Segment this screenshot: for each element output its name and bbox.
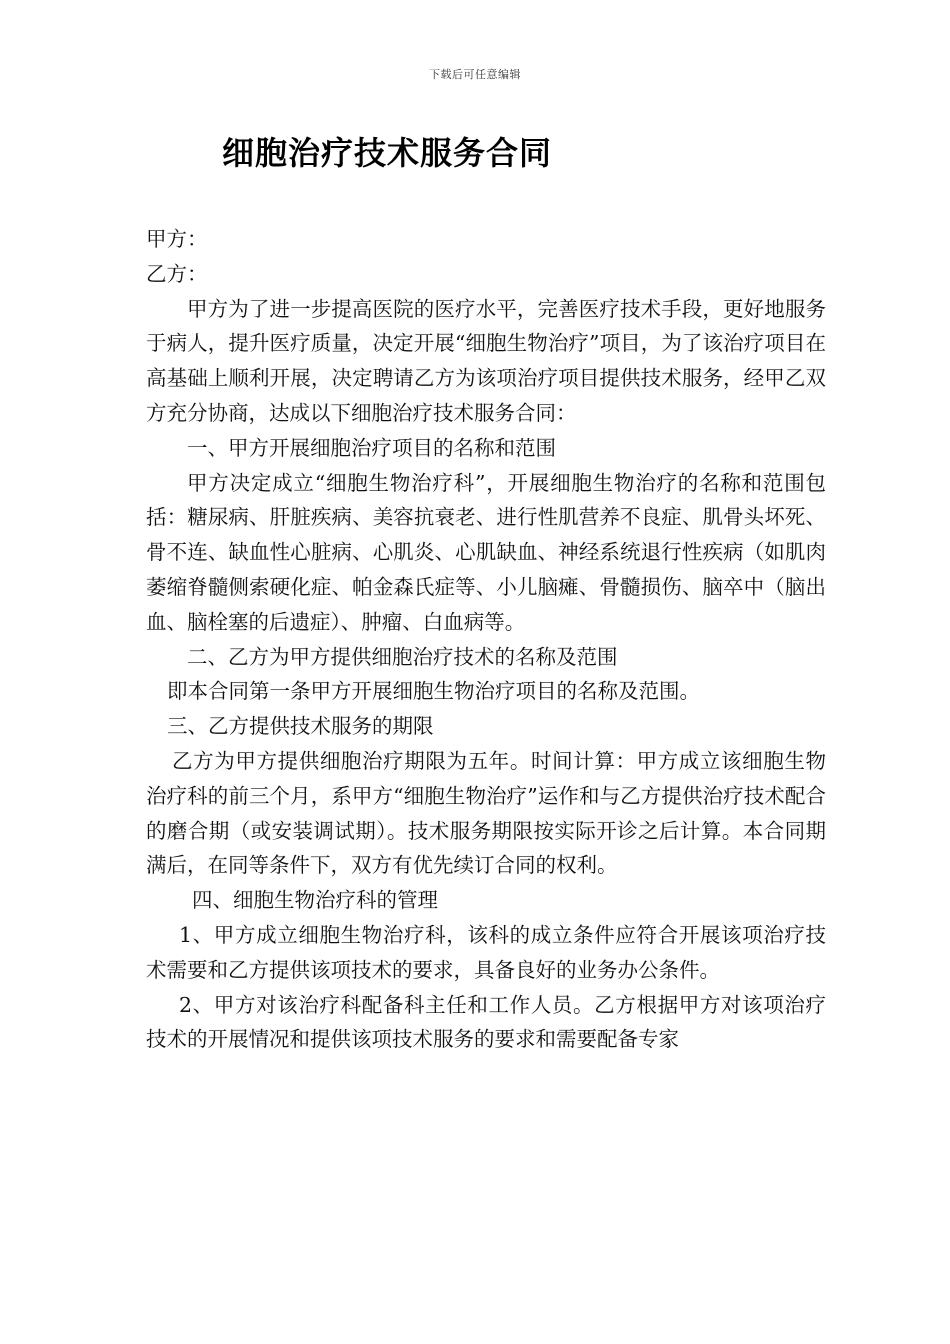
header-note: 下载后可任意编辑	[429, 68, 521, 81]
section-4-heading: 四、细胞生物治疗科的管理	[192, 888, 438, 913]
section-4-item-1: 1、甲方成立细胞生物治疗科，该科的成立条件应符合开展该项治疗技术需要和乙方提供该项技术的要求，具备良好的业务办公条件。	[146, 922, 826, 982]
document-title: 细胞治疗技术服务合同	[222, 134, 553, 172]
section-3-heading: 三、乙方提供技术服务的期限	[167, 714, 434, 739]
party-a-line: 甲方：	[146, 227, 208, 251]
preamble-paragraph: 甲方为了进一步提高医院的医疗水平，完善医疗技术手段，更好地服务于病人，提升医疗质量，决定开展“细胞生物治疗”项目，为了该治疗项目在高基础上顺利开展，决定聘请乙方为该项治疗项目提供技术服务，经甲乙双方充分协商，达成以下细胞治疗技术服务合同：	[146, 296, 826, 425]
document-body	[146, 222, 826, 1057]
party-b-line: 乙方：	[146, 261, 208, 286]
section-4-item-2: 2、甲方对该治疗科配备科主任和工作人员。乙方根据甲方对该项治疗技术的开展情况和提供该项技术服务的要求和需要配备专家	[146, 992, 826, 1052]
section-2-paragraph: 即本合同第一条甲方开展细胞生物治疗项目的名称及范围。	[167, 679, 700, 704]
section-2-heading: 二、乙方为甲方提供细胞治疗技术的名称及范围	[187, 644, 618, 669]
section-1-heading: 一、甲方开展细胞治疗项目的名称和范围	[187, 435, 556, 460]
section-3-paragraph: 乙方为甲方提供细胞治疗期限为五年。时间计算：甲方成立该细胞生物治疗科的前三个月，系甲方“细胞生物治疗”运作和与乙方提供治疗技术配合的磨合期（或安装调试期）。技术服务期限按实际开诊之后计算。本合同期满后，在同等条件下，双方有优先续订合同的权利。	[146, 748, 826, 878]
section-1-paragraph: 甲方决定成立“细胞生物治疗科”，开展细胞生物治疗的名称和范围包括：糖尿病、肝脏疾病、美容抗衰老、进行性肌营养不良症、肌骨头坏死、骨不连、缺血性心脏病、心肌炎、心肌缺血、神经系统退行性疾病（如肌肉萎缩脊髓侧索硬化症、帕金森氏症等、小儿脑瘫、骨髓损伤、脑卒中（脑出血、脑栓塞的后遗症）、肿瘤、白血病等。	[146, 470, 826, 634]
